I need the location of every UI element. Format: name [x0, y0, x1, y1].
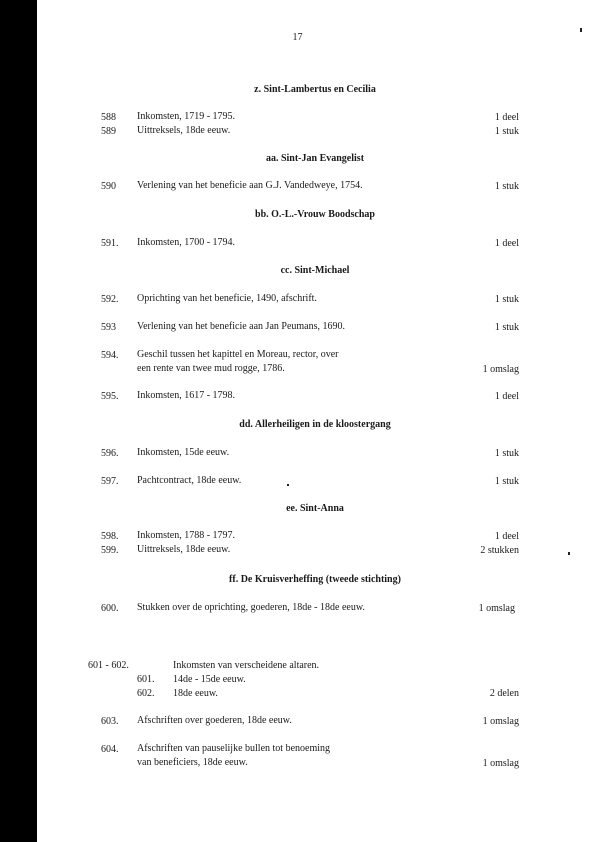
- entry-text: Inkomsten, 1700 - 1794.: [137, 237, 236, 248]
- scan-speck: [568, 552, 570, 555]
- entry-text-line: Afschriften van pauselijke bullen tot benoeming: [137, 743, 331, 754]
- entry-text: Stukken over de oprichting, goederen, 18de - 18de eeuw.: [137, 602, 365, 613]
- section-heading-z: z. Sint-Lambertus en Cecilia: [254, 84, 376, 95]
- entry-amount: 1 omslag: [478, 603, 515, 614]
- entry-number: 594.: [101, 350, 119, 361]
- entry-amount: 1 stuk: [494, 322, 519, 333]
- entry-text: Inkomsten, 1617 - 1798.: [137, 390, 236, 401]
- entry-number: 601 - 602.: [88, 660, 129, 671]
- entry-number: 597.: [101, 476, 119, 487]
- section-heading-aa: aa. Sint-Jan Evangelist: [265, 153, 365, 164]
- section-heading-cc: cc. Sint-Michael: [280, 265, 350, 276]
- entry-text: [137, 348, 338, 376]
- entry-amount: 1 omslag: [482, 716, 519, 727]
- section-heading-bb: bb. O.-L.-Vrouw Boodschap: [255, 209, 375, 220]
- section-heading-ff: ff. De Kruisverheffing (tweede stichting): [229, 574, 401, 585]
- entry-amount: 1 stuk: [494, 181, 519, 192]
- entry-text: Uittreksels, 18de eeuw.: [137, 125, 231, 136]
- entry-amount: 1 stuk: [494, 126, 519, 137]
- entry-text-line: Geschil tussen het kapittel en Moreau, rector, over: [137, 349, 339, 360]
- scan-speck: [287, 484, 289, 486]
- section-heading-ee: ee. Sint-Anna: [286, 503, 344, 514]
- entry-number: 588: [101, 112, 116, 123]
- entry-text: Inkomsten, 1719 - 1795.: [137, 111, 236, 122]
- entry-amount: 1 deel: [494, 391, 519, 402]
- entry-text: Oprichting van het beneficie, 1490, afschrift.: [137, 293, 317, 304]
- entry-text: Verlening van het beneficie aan G.J. Vandedweye, 1754.: [137, 180, 363, 191]
- entry-text: Uittreksels, 18de eeuw.: [137, 544, 231, 555]
- entry-text-line: een rente van twee mud rogge, 1786.: [137, 363, 285, 374]
- entry-number: 600.: [101, 603, 119, 614]
- sub-entry-text: 14de - 15de eeuw.: [173, 674, 246, 685]
- entry-number: 603.: [101, 716, 119, 727]
- entry-number: 599.: [101, 545, 119, 556]
- entry-text: Inkomsten, 15de eeuw.: [137, 447, 230, 458]
- entry-amount: 1 omslag: [482, 364, 519, 375]
- entry-text: Inkomsten van verscheidene altaren.: [173, 660, 320, 671]
- entry-amount: 1 stuk: [494, 294, 519, 305]
- entry-amount: 1 stuk: [494, 448, 519, 459]
- sub-entry-number: 602.: [137, 688, 155, 699]
- entry-number: 604.: [101, 744, 119, 755]
- entry-number: 590: [101, 181, 116, 192]
- entry-amount: 1 omslag: [482, 758, 519, 769]
- entry-amount: 1 deel: [494, 112, 519, 123]
- entry-amount: 2 delen: [489, 688, 519, 699]
- entry-text: [137, 742, 330, 770]
- entry-number: 591.: [101, 238, 119, 249]
- section-heading-dd: dd. Allerheiligen in de kloostergang: [239, 419, 391, 430]
- entry-text: Pachtcontract, 18de eeuw.: [137, 475, 242, 486]
- entry-number: 589: [101, 126, 116, 137]
- entry-text: Verlening van het beneficie aan Jan Peumans, 1690.: [137, 321, 345, 332]
- sub-entry-number: 601.: [137, 674, 155, 685]
- entry-text-line: van beneficiers, 18de eeuw.: [137, 757, 248, 768]
- entry-amount: 1 stuk: [494, 476, 519, 487]
- entry-number: 592.: [101, 294, 119, 305]
- entry-amount: 1 deel: [494, 531, 519, 542]
- entry-amount: 2 stukken: [480, 545, 519, 556]
- entry-number: 596.: [101, 448, 119, 459]
- entry-amount: 1 deel: [494, 238, 519, 249]
- entry-text: Inkomsten, 1788 - 1797.: [137, 530, 236, 541]
- sub-entry-text: 18de eeuw.: [173, 688, 218, 699]
- entry-text: Afschriften over goederen, 18de eeuw.: [137, 715, 292, 726]
- entry-number: 593: [101, 322, 116, 333]
- entry-number: 595.: [101, 391, 119, 402]
- entry-number: 598.: [101, 531, 119, 542]
- page-number: 17: [292, 32, 303, 43]
